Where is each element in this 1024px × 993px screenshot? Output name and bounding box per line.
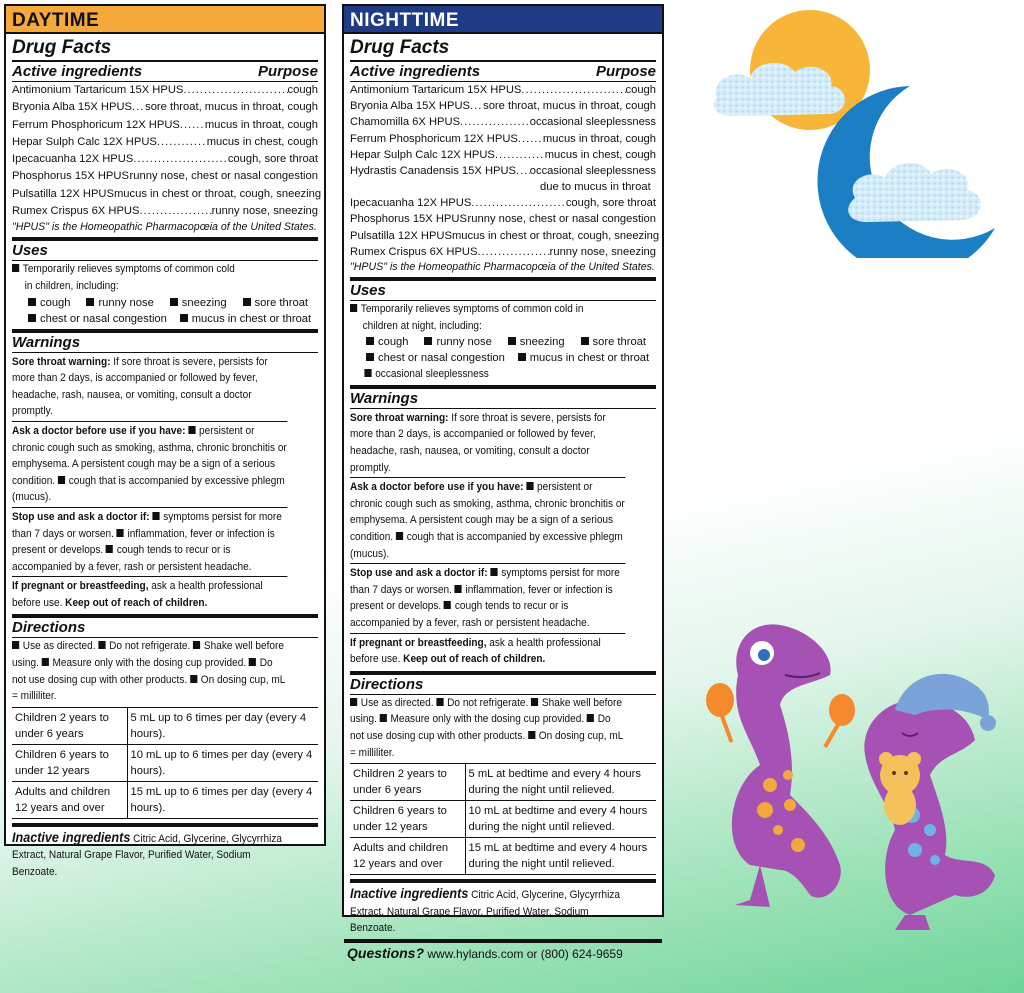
symptom-text: chest or nasal congestion xyxy=(378,352,505,365)
bullet-icon xyxy=(380,714,387,722)
warning-label: Sore throat warning: xyxy=(350,411,449,424)
bullet-icon xyxy=(508,337,516,345)
symptom-text: mucus in chest or throat xyxy=(191,312,312,325)
ingredient-purpose: occasional sleeplessness xyxy=(529,165,656,178)
ingredient-row xyxy=(350,131,656,147)
dosing-amount: 5 mL up to 6 times per day (every 4 hours). xyxy=(127,707,318,744)
bullet-icon xyxy=(490,568,497,576)
table-row xyxy=(350,801,656,838)
nighttime-stop-use-warning xyxy=(350,564,625,633)
daytime-inactive-text xyxy=(12,827,287,881)
keep-out-text: Keep out of reach of children. xyxy=(403,653,546,666)
daytime-directions-heading: Directions xyxy=(12,618,318,638)
symptom-item xyxy=(28,311,174,327)
warning-label: Stop use and ask a doctor if: xyxy=(350,567,488,580)
nighttime-dosing-table xyxy=(350,763,656,875)
symptom-text: sore throat xyxy=(592,336,647,349)
warning-text: inflammation, fever or infection is present or develops. xyxy=(350,583,613,613)
bullet-icon xyxy=(243,298,251,306)
ingredient-purpose: sore throat, mucus in throat, cough xyxy=(483,100,656,113)
nighttime-purpose-heading: Purpose xyxy=(595,63,656,80)
daytime-drug-facts-title: Drug Facts xyxy=(12,34,318,62)
warning-text: ask a health professional before use. xyxy=(12,580,263,609)
bullet-icon xyxy=(170,298,178,306)
nighttime-pregnancy-warning xyxy=(350,634,625,669)
ingredient-name: Phosphorus 15X HPUS xyxy=(350,213,467,226)
daytime-uses-line xyxy=(12,261,287,278)
symptom-text: mucus in chest or throat xyxy=(529,352,650,365)
ingredient-name: Chamomilla 6X HPUS xyxy=(350,116,461,129)
ingredient-purpose: cough, sore throat xyxy=(565,197,656,210)
ingredient-purpose: cough, sore throat xyxy=(227,153,318,166)
bullet-icon xyxy=(364,369,371,377)
daytime-ingredient-list xyxy=(12,82,322,220)
dosing-age: Adults and children 12 years and over xyxy=(350,838,465,875)
inactive-list: Citric Acid, Glycerine, Glycyrrhiza Extract, Natural Grape Flavor, Purified Water, Sodium Benzoate. xyxy=(12,832,282,879)
nighttime-uses-line xyxy=(350,301,625,318)
bullet-icon xyxy=(28,314,36,322)
bullet-icon xyxy=(98,641,105,649)
nighttime-hpus-note: "HPUS" is the Homeopathic Pharmacopœia of the United States. xyxy=(350,261,655,274)
ingredient-purpose: runny nose, sneezing xyxy=(211,205,318,218)
warning-text: persistent or chronic cough such as smoking, asthma, chronic bronchitis or emphysema. A persistent cough may be a sign of a serious condition. xyxy=(350,481,625,543)
nighttime-symptom-list xyxy=(350,334,656,350)
ingredient-row xyxy=(350,228,660,244)
symptom-text: runny nose xyxy=(98,296,154,309)
symptom-item xyxy=(243,295,318,311)
symptom-item xyxy=(518,350,656,366)
ingredient-row xyxy=(12,168,318,185)
warning-text: symptoms persist for more than 7 days or worsen. xyxy=(12,510,282,540)
ingredient-name: Ferrum Phosphoricum 12X HPUS xyxy=(350,132,518,145)
warning-label: Stop use and ask a doctor if: xyxy=(12,510,150,523)
bullet-icon xyxy=(444,601,451,609)
dosing-age: Adults and children 12 years and over xyxy=(12,781,127,818)
bullet-icon xyxy=(28,298,36,306)
symptom-text: cough xyxy=(378,336,409,349)
table-row xyxy=(350,838,656,875)
ingredient-name: Ferrum Phosphoricum 12X HPUS xyxy=(12,118,180,131)
ingredient-purpose: mucus in chest, cough xyxy=(544,148,656,161)
direction-item: Do not refrigerate. xyxy=(447,696,529,709)
warning-text: inflammation, fever or infection is present or develops. xyxy=(12,527,275,557)
ingredient-purpose: sore throat, mucus in throat, cough xyxy=(145,101,318,114)
sleeping-lizard-with-teddy-bear xyxy=(864,674,996,930)
daytime-pregnancy-warning xyxy=(12,577,287,612)
ingredient-row xyxy=(350,211,656,227)
daytime-directions-text xyxy=(12,638,287,704)
bullet-icon xyxy=(581,337,589,345)
ingredient-purpose: cough xyxy=(287,84,318,96)
daytime-sore-throat-warning xyxy=(12,353,287,422)
ingredient-name: Pulsatilla 12X HPUS xyxy=(12,187,114,200)
ingredient-purpose: mucus in chest or throat, cough, sneezing xyxy=(113,187,322,200)
dosing-age: Children 2 years to under 6 years xyxy=(350,764,465,801)
daytime-directions-section xyxy=(12,618,318,826)
warning-text: If sore throat is severe, persists for more than 2 days, is accompanied or followed by fever, headache, rash, nausea, or vomiting, consult a doctor promptly. xyxy=(12,355,268,418)
ingredient-row xyxy=(350,195,656,211)
ingredient-name: Hydrastis Canadensis 15X HPUS xyxy=(350,165,517,178)
direction-item: Shake well before using. xyxy=(12,640,284,670)
symptom-item xyxy=(424,334,501,350)
symptom-text: cough xyxy=(40,296,71,309)
symptom-text: sneezing xyxy=(519,336,565,349)
daytime-drug-facts-panel xyxy=(4,4,326,879)
nighttime-questions-line xyxy=(344,939,662,963)
dosing-amount: 15 mL up to 6 times per day (every 4 hours). xyxy=(127,781,318,818)
warning-text: cough tends to recur or is accompanied by a fever, rash or persistent headache. xyxy=(12,544,252,573)
inactive-label: Inactive ingredients xyxy=(350,885,469,902)
bullet-icon xyxy=(587,714,594,722)
daytime-uses-line2: in children, including: xyxy=(24,279,119,292)
symptom-item xyxy=(180,311,318,327)
daytime-inactive-section xyxy=(12,827,318,883)
table-row xyxy=(350,764,656,801)
dosing-amount: 10 mL up to 6 times per day (every 4 hours). xyxy=(127,744,318,781)
bullet-icon xyxy=(152,512,159,520)
ingredient-name: Ipecacuanha 12X HPUS xyxy=(12,153,134,166)
ingredient-purpose: mucus in chest, cough xyxy=(206,135,318,148)
symptom-item xyxy=(350,366,625,383)
nighttime-active-heading: Active ingredients xyxy=(350,63,481,80)
ingredient-name: Rumex Crispus 6X HPUS xyxy=(350,245,478,258)
ingredient-name: Phosphorus 15X HPUS xyxy=(12,170,129,183)
ingredient-purpose: mucus in chest or throat, cough, sneezing xyxy=(451,229,660,242)
bullet-icon xyxy=(350,698,357,706)
warning-label: If pregnant or breastfeeding, xyxy=(350,636,487,649)
bullet-icon xyxy=(396,532,403,540)
daytime-stop-use-warning xyxy=(12,508,287,577)
bullet-icon xyxy=(424,337,432,345)
warning-text: persistent or chronic cough such as smoking, asthma, chronic bronchitis or emphysema. A persistent cough may be a sign of a serious condition. xyxy=(12,424,287,487)
bullet-icon xyxy=(436,698,443,706)
ingredient-row xyxy=(12,82,318,99)
ingredient-name: Pulsatilla 12X HPUS xyxy=(350,229,452,242)
nighttime-drug-facts-title: Drug Facts xyxy=(350,34,656,62)
dosing-amount: 10 mL at bedtime and every 4 hours during the night until relieved. xyxy=(465,801,656,838)
warning-text: cough that is accompanied by excessive phlegm (mucus). xyxy=(12,474,285,504)
daytime-hpus-note: "HPUS" is the Homeopathic Pharmacopœia of the United States. xyxy=(12,221,317,234)
uses-text: Temporarily relieves symptoms of common cold in xyxy=(360,303,584,316)
nighttime-warnings-heading: Warnings xyxy=(350,389,656,409)
nighttime-inactive-section xyxy=(350,883,656,939)
sun-moon-clouds-illustration xyxy=(705,8,1015,258)
bullet-icon xyxy=(526,482,533,490)
ingredient-row xyxy=(12,117,318,134)
dosing-amount: 15 mL at bedtime and every 4 hours during the night until relieved. xyxy=(465,838,656,875)
symptom-text: runny nose xyxy=(436,336,492,349)
ingredient-purpose: cough xyxy=(625,84,656,96)
ingredient-name: Bryonia Alba 15X HPUS xyxy=(12,101,133,114)
nighttime-ingredient-list xyxy=(350,82,660,260)
bullet-icon xyxy=(42,658,49,666)
questions-label: Questions? xyxy=(347,944,425,961)
nighttime-drug-facts-panel xyxy=(342,4,664,961)
bullet-icon xyxy=(117,529,124,537)
daytime-symptom-list xyxy=(12,295,318,311)
ingredient-purpose: mucus in throat, cough xyxy=(542,132,656,145)
ingredient-row xyxy=(12,151,318,168)
direction-item: Measure only with the dosing cup provided. xyxy=(52,657,247,670)
lizards-illustration xyxy=(690,615,1020,935)
direction-item: Measure only with the dosing cup provided. xyxy=(390,713,585,726)
bullet-icon xyxy=(249,658,256,666)
ingredient-purpose: occasional sleeplessness xyxy=(529,116,656,129)
ingredient-row xyxy=(350,98,656,114)
warning-text: ask a health professional before use. xyxy=(350,636,601,666)
daytime-purpose-heading: Purpose xyxy=(257,63,318,80)
daytime-symptom-list-2 xyxy=(12,311,318,327)
dosing-age: Children 6 years to under 12 years xyxy=(350,801,465,838)
direction-item: Use as directed. xyxy=(22,640,96,653)
ingredient-row xyxy=(350,163,656,179)
warning-label: Sore throat warning: xyxy=(12,355,111,368)
symptom-item xyxy=(581,334,656,350)
lizard-with-maracas xyxy=(706,624,855,907)
direction-item: On dosing cup, mL = milliliter. xyxy=(12,673,285,703)
ingredient-name: Hepar Sulph Calc 12X HPUS xyxy=(12,135,157,148)
nighttime-active-section xyxy=(350,34,660,281)
nighttime-inactive-text xyxy=(350,883,625,937)
bullet-icon xyxy=(190,675,197,683)
direction-item: Use as directed. xyxy=(360,696,434,709)
daytime-header: DAYTIME xyxy=(6,6,324,34)
ingredient-row xyxy=(12,99,318,116)
nighttime-uses-line2: children at night, including: xyxy=(362,319,482,332)
bullet-icon xyxy=(366,337,374,345)
nighttime-active-heading-row xyxy=(350,62,656,82)
ingredient-purpose: runny nose, sneezing xyxy=(549,245,656,258)
nighttime-uses-heading: Uses xyxy=(350,281,656,301)
table-row xyxy=(12,744,318,781)
warning-text: If sore throat is severe, persists for more than 2 days, is accompanied or followed by fever, headache, rash, nausea, or vomiting, consult a doctor promptly. xyxy=(350,411,606,474)
bullet-icon xyxy=(106,545,113,553)
warning-text: cough tends to recur or is accompanied by a fever, rash or persistent headache. xyxy=(350,600,590,629)
nighttime-warnings-section xyxy=(350,389,656,675)
inactive-label: Inactive ingredients xyxy=(12,828,131,845)
nighttime-header: NIGHTTIME xyxy=(344,6,662,34)
warning-label: If pregnant or breastfeeding, xyxy=(12,580,149,593)
dosing-age: Children 2 years to under 6 years xyxy=(12,707,127,744)
bullet-icon xyxy=(193,641,200,649)
ingredient-row xyxy=(350,114,656,130)
ingredient-purpose: runny nose, chest or nasal congestion xyxy=(129,170,318,183)
ingredient-name: Hepar Sulph Calc 12X HPUS xyxy=(350,148,495,161)
ingredient-purpose: runny nose, chest or nasal congestion xyxy=(467,213,656,226)
direction-item: Do not use dosing cup with other products. xyxy=(12,657,273,686)
ingredient-name: Rumex Crispus 6X HPUS xyxy=(12,205,140,218)
bullet-icon xyxy=(12,264,19,272)
ingredient-row xyxy=(350,244,656,260)
ingredient-row xyxy=(350,82,656,98)
nighttime-directions-heading: Directions xyxy=(350,675,656,695)
warning-text: symptoms persist for more than 7 days or worsen. xyxy=(350,567,620,596)
symptom-item xyxy=(86,295,163,311)
table-row xyxy=(12,781,318,818)
direction-item: On dosing cup, mL = milliliter. xyxy=(350,729,623,759)
bullet-icon xyxy=(518,353,526,361)
warning-text: cough that is accompanied by excessive phlegm (mucus). xyxy=(350,530,623,560)
direction-item: Do not refrigerate. xyxy=(109,640,191,653)
ingredient-name: Antimonium Tartaricum 15X HPUS xyxy=(350,84,522,96)
ingredient-row xyxy=(12,203,318,220)
symptom-item xyxy=(366,334,418,350)
bullet-icon xyxy=(528,731,535,739)
bullet-icon xyxy=(366,353,374,361)
daytime-active-heading-row xyxy=(12,62,318,82)
symptom-text: sore throat xyxy=(254,296,309,309)
bullet-icon xyxy=(455,585,462,593)
symptom-text: chest or nasal congestion xyxy=(40,312,167,325)
bullet-icon xyxy=(350,304,357,312)
direction-item: Shake well before using. xyxy=(350,696,622,726)
ingredient-purpose-continued: due to mucus in throat xyxy=(540,181,651,194)
nighttime-directions-section xyxy=(350,675,656,883)
dosing-age: Children 6 years to under 12 years xyxy=(12,744,127,781)
nighttime-symptom-list-2 xyxy=(350,350,656,366)
daytime-ask-doctor-warning xyxy=(12,422,287,508)
warning-label: Ask a doctor before use if you have: xyxy=(12,424,186,437)
nighttime-uses-section xyxy=(350,281,656,389)
symptom-item xyxy=(28,295,80,311)
bullet-icon xyxy=(188,426,195,434)
warning-label: Ask a doctor before use if you have: xyxy=(350,481,524,494)
ingredient-row xyxy=(12,186,322,203)
ingredient-name: Bryonia Alba 15X HPUS xyxy=(350,100,471,113)
symptom-item xyxy=(366,350,512,366)
bullet-icon xyxy=(531,698,538,706)
daytime-dosing-table xyxy=(12,707,318,819)
ingredient-purpose: mucus in throat, cough xyxy=(204,118,318,131)
ingredient-name: Antimonium Tartaricum 15X HPUS xyxy=(12,84,184,96)
symptom-text: occasional sleeplessness xyxy=(375,368,489,381)
uses-text: Temporarily relieves symptoms of common cold xyxy=(22,263,235,276)
nighttime-sore-throat-warning xyxy=(350,409,625,478)
contact-link[interactable]: www.hylands.com or (800) 624-9659 xyxy=(424,946,623,961)
ingredient-row xyxy=(350,147,656,163)
keep-out-text: Keep out of reach of children. xyxy=(65,596,208,609)
symptom-item xyxy=(170,295,237,311)
bullet-icon xyxy=(86,298,94,306)
symptom-text: sneezing xyxy=(181,296,227,309)
symptom-item xyxy=(508,334,575,350)
ingredient-name: Ipecacuanha 12X HPUS xyxy=(350,197,472,210)
bullet-icon xyxy=(12,641,19,649)
dosing-amount: 5 mL at bedtime and every 4 hours during the night until relieved. xyxy=(465,764,656,801)
daytime-warnings-section xyxy=(12,333,318,619)
ingredient-row xyxy=(12,134,318,151)
nighttime-directions-text xyxy=(350,695,625,761)
table-row xyxy=(12,707,318,744)
bullet-icon xyxy=(58,476,65,484)
daytime-uses-section xyxy=(12,241,318,332)
nighttime-ask-doctor-warning xyxy=(350,478,625,564)
bullet-icon xyxy=(180,314,188,322)
daytime-uses-heading: Uses xyxy=(12,241,318,261)
direction-item: Do not use dosing cup with other products. xyxy=(350,713,611,742)
daytime-active-section xyxy=(12,34,322,241)
inactive-list: Citric Acid, Glycerine, Glycyrrhiza Extract, Natural Grape Flavor, Purified Water, Sodium Benzoate. xyxy=(350,889,620,935)
daytime-warnings-heading: Warnings xyxy=(12,333,318,353)
daytime-active-heading: Active ingredients xyxy=(12,63,143,80)
